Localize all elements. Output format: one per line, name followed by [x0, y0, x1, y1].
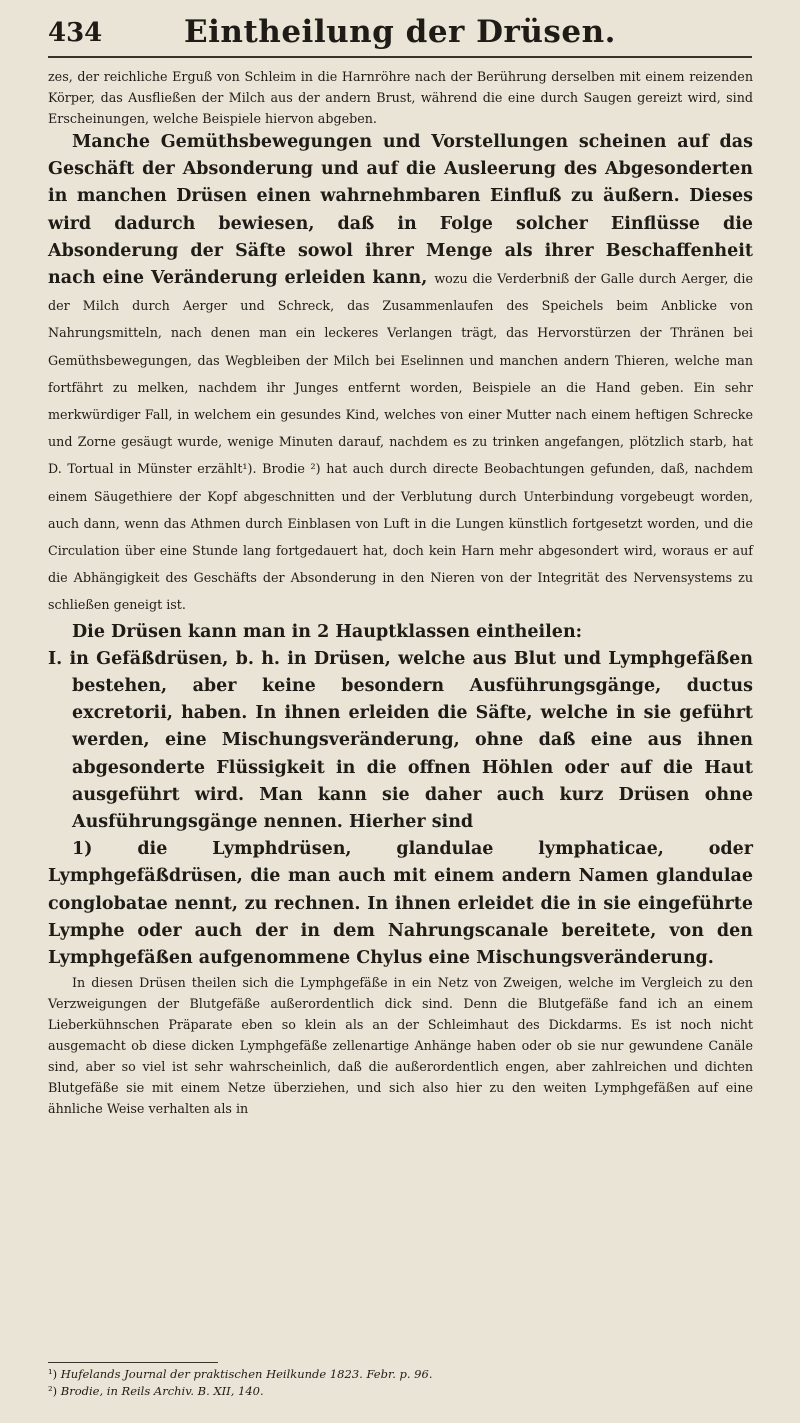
footnotes: [48, 1366, 753, 1400]
running-title: Eintheilung der Drüsen.: [184, 14, 616, 50]
footnote-1-text: Hufelands Journal der praktischen Heilkunde 1823. Febr. p. 96.: [60, 1367, 433, 1381]
paragraph-emotions: [48, 129, 753, 619]
class-subitem-lymph: 1) die Lymphdrüsen, glandulae lymphaticae, oder Lymphgefäßdrüsen, die man auch mit einem andern Namen glandulae conglobatae nennt, zu rechnen. In ihnen erleidet die in sie eingeführte Lymphe oder auch der in dem Nahrungscanale bereitete, von den Lymphgefäßen aufgenommene Chylus eine Mischungsveränderung.: [48, 839, 753, 969]
paragraph-emotions-examples: wozu die Verderbniß der Galle durch Aerger, die der Milch durch Aerger und Schreck, das Zusammenlaufen des Speichels beim Anblicke von Nahrungsmitteln, nach denen man ein leckeres Verlangen trägt, das Hervorstürzen der Thränen bei Gemüthsbewegungen, das Wegbleiben der Milch bei Eselinnen und manchen andern Thieren, welche man fortfährt zu melken, nachdem ihr Junges entfernt worden, Beispiele an die Hand geben. Ein sehr merkwürdiger Fall, in welchem ein gesundes Kind, welches von einer Mutter nach einem heftigen Schrecke und Zorne gesäugt wurde, wenige Minuten darauf, nachdem es zu trinken angefangen, plötzlich starb, hat D. Tortual in Münster erzählt¹). Brodie ²) hat auch durch directe Beobachtungen gefunden, daß, nachdem einem Säugethiere der Kopf abgeschnitten und der Verblutung durch Unterbindung vorgebeugt worden, auch dann, wenn das Athmen durch Einblasen von Luft in die Lungen künstlich fortgesetzt worden, und die Circulation über eine Stunde lang fortgedauert hat, doch kein Harn mehr abgesondert wird, woraus er auf die Abhängigkeit des Geschäfts der Absonderung in den Nieren von der Integrität des Nervensystems zu schließen geneigt ist.: [48, 271, 753, 613]
page-body: [48, 66, 753, 1119]
classification-intro: Die Drüsen kann man in 2 Hauptklassen eintheilen:: [72, 621, 583, 642]
footnote-2: [48, 1383, 753, 1400]
footnote-rule: [48, 1362, 218, 1363]
page-number: 434: [48, 18, 103, 48]
header-rule: [48, 56, 752, 58]
class-item-one: I. in Gefäßdrüsen, b. h. in Drüsen, welche aus Blut und Lymphgefäßen bestehen, aber keine besondern Ausführungsgänge, ductus excretorii, haben. In ihnen erleiden die Säfte, welche in sie geführt werden, eine Mischungsveränderung, ohne daß eine aus ihnen abgesonderte Flüssigkeit in die offnen Höhlen oder auf die Haut ausgeführt wird. Man kann sie daher auch kurz Drüsen ohne Ausführungsgänge nennen. Hierher sind: [48, 648, 753, 833]
page-header: [48, 14, 752, 54]
footnote-2-mark: ²): [48, 1384, 58, 1398]
paragraph-emotions-lead: Manche Gemüthsbewegungen und Vorstellungen scheinen auf das Geschäft der Absonderung und auf die Ausleerung des Abgesonderten in manchen Drüsen einen wahrnehmbaren Einfluß zu äußern. Dieses wird dadurch bewiesen, daß in Folge solcher Einflüsse die Absonderung der Säfte sowol ihrer Menge als ihrer Beschaffenheit nach eine Veränderung erleiden kann,: [48, 132, 753, 289]
footnote-1-mark: ¹): [48, 1367, 58, 1381]
footnote-2-text: Brodie, in Reils Archiv. B. XII, 140.: [60, 1384, 264, 1398]
paragraph-continuation: zes, der reichliche Erguß von Schleim in die Harnröhre nach der Berührung derselben mit einem reizenden Körper, das Ausfließen der Milch aus der andern Brust, während die eine durch Saugen gereizt wird, sind Erscheinungen, welche Beispiele hiervon abgeben.: [48, 69, 753, 126]
footnote-1: [48, 1366, 753, 1383]
paragraph-lymph-details: In diesen Drüsen theilen sich die Lymphgefäße in ein Netz von Zweigen, welche im Vergleich zu den Verzweigungen der Blutgefäße außerordentlich dick sind. Denn die Blutgefäße fand ich an einem Lieberkühnschen Präparate eben so klein als an der Schleimhaut des Dickdarms. Es ist noch nicht ausgemacht ob diese dicken Lymphgefäße zellenartige Anhänge haben oder ob sie nur gewundene Canäle sind, aber so viel ist sehr wahrscheinlich, daß die außerordentlich engen, aber zahlreichen und dichten Blutgefäße sie mit einem Netze überziehen, und sich also hier zu den weiten Lymphgefäßen auf eine ähnliche Weise verhalten als in: [48, 975, 753, 1117]
